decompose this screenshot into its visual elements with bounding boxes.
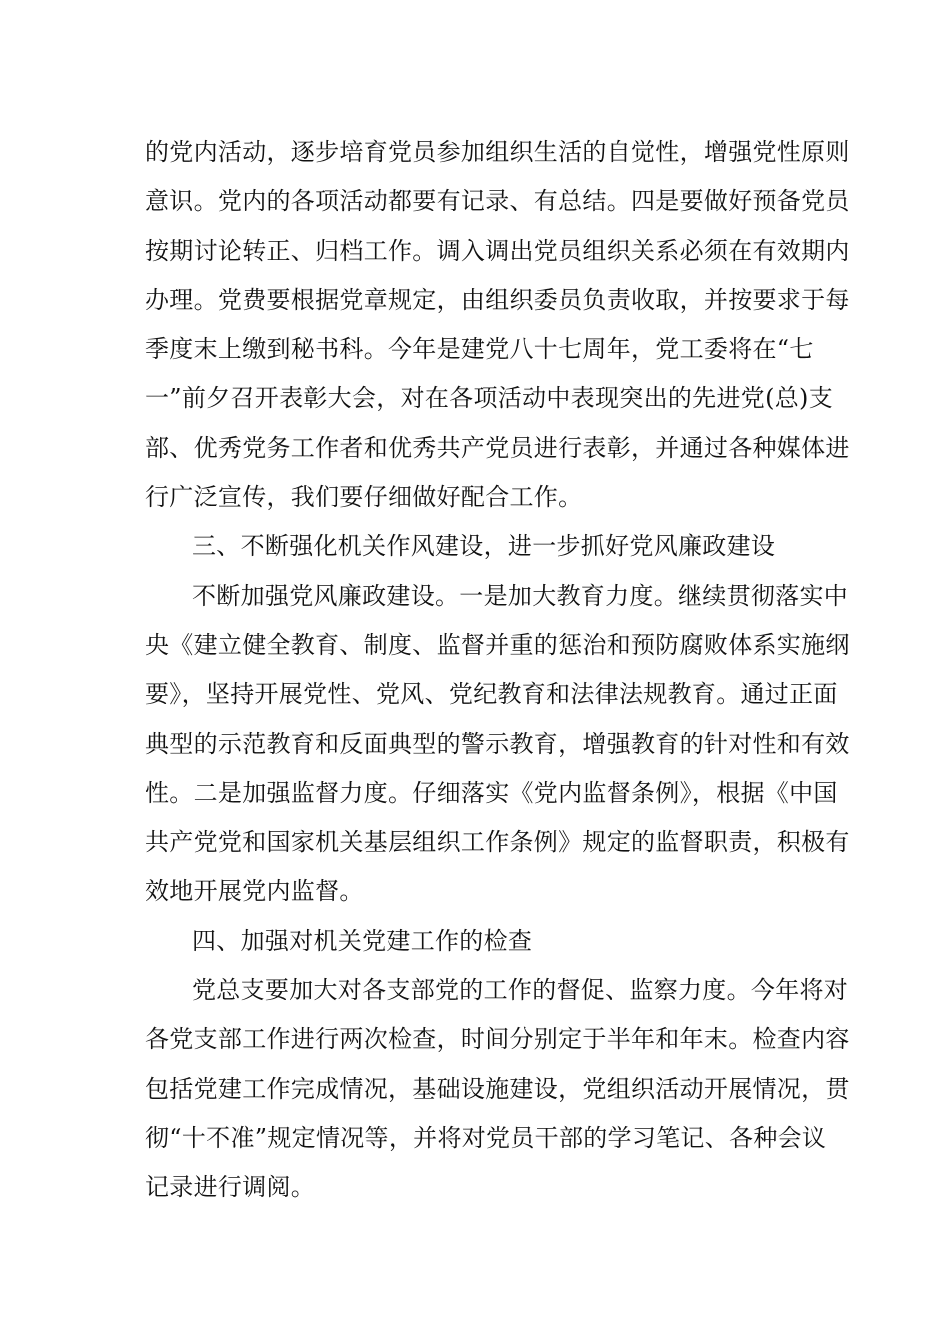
- text-line: 共产党党和国家机关基层组织工作条例》规定的监督职责，积极有: [145, 828, 850, 857]
- text-line: 部、优秀党务工作者和优秀共产党员进行表彰，并通过各种媒体进: [145, 433, 850, 462]
- text-line: 的党内活动，逐步培育党员参加组织生活的自觉性，增强党性原则: [145, 138, 850, 166]
- paragraph-party-activities: [145, 128, 850, 522]
- paragraph-anti-corruption: [145, 572, 850, 917]
- heading-text: 四、加强对机关党建工作的检查: [192, 926, 533, 955]
- section-heading-3: [145, 522, 805, 571]
- paragraph-inspection: [145, 966, 850, 1212]
- text-line: 行广泛宣传，我们要仔细做好配合工作。: [145, 483, 583, 512]
- text-line: 央《建立健全教育、制度、监督并重的惩治和预防腐败体系实施纲: [145, 630, 850, 659]
- section-heading-4: [145, 917, 805, 966]
- text-line: 按期讨论转正、归档工作。调入调出党员组织关系必须在有效期内: [145, 236, 850, 265]
- text-line: 典型的示范教育和反面典型的警示教育，增强教育的针对性和有效: [145, 729, 850, 758]
- text-line: 要》，坚持开展党性、党风、党纪教育和法律法规教育。通过正面: [145, 680, 838, 709]
- text-line: 性。二是加强监督力度。仔细落实《党内监督条例》，根据《中国: [145, 778, 838, 807]
- text-line: 季度末上缴到秘书科。今年是建党八十七周年，党工委将在“七: [145, 335, 814, 364]
- text-line: 记录进行调阅。: [145, 1173, 316, 1202]
- text-line: 一”前夕召开表彰大会，对在各项活动中表现突出的先进党(总)支: [145, 384, 833, 413]
- text-line: 效地开展党内监督。: [145, 877, 364, 906]
- text-line: 办理。党费要根据党章规定，由组织委员负责收取，并按要求于每: [145, 285, 850, 314]
- heading-text: 三、不断强化机关作风建设，进一步抓好党风廉政建设: [192, 532, 776, 561]
- text-line: 党总支要加大对各支部党的工作的督促、监察力度。今年将对: [192, 976, 849, 1005]
- document-body: [145, 128, 850, 1213]
- text-line: 包括党建工作完成情况，基础设施建设，党组织活动开展情况，贯: [145, 1074, 850, 1103]
- text-line: 不断加强党风廉政建设。一是加大教育力度。继续贯彻落实中: [192, 581, 849, 610]
- text-line: 各党支部工作进行两次检查，时间分别定于半年和年末。检查内容: [145, 1025, 850, 1054]
- text-line: 彻“十不准”规定情况等，并将对党员干部的学习笔记、各种会议: [145, 1123, 827, 1152]
- text-line: 意识。党内的各项活动都要有记录、有总结。四是要做好预备党员: [145, 187, 850, 216]
